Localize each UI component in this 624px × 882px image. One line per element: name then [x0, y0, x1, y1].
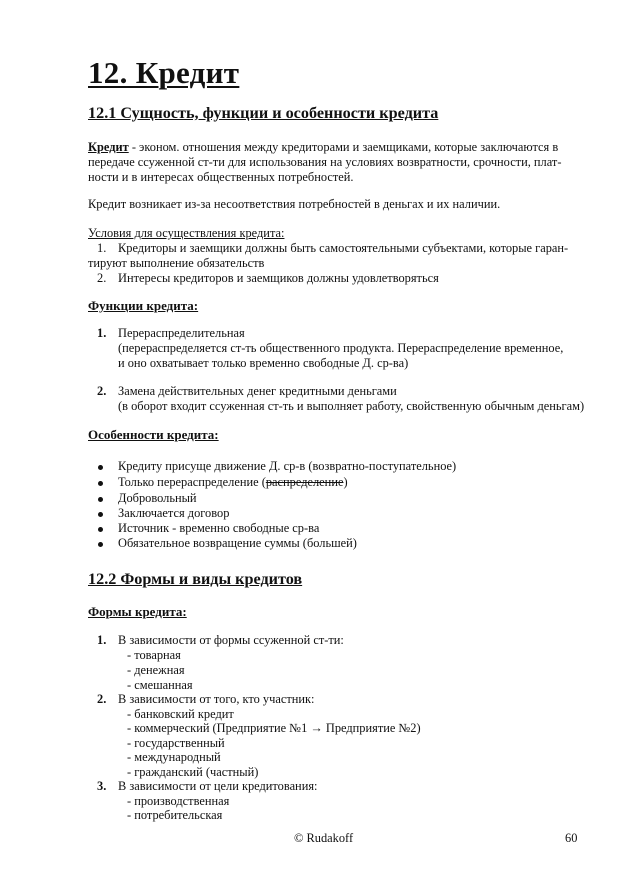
chapter-title: 12. Кредит: [88, 55, 240, 90]
function-detail-2-line-1: (в оборот входит ссуженная ст-ть и выполняет работу, свойственную обычным деньгам): [118, 399, 585, 413]
condition-marker-1: 1.: [97, 241, 107, 255]
bullet-icon: [98, 512, 103, 517]
form-marker-2: 2.: [97, 692, 107, 706]
page-number: 60: [565, 831, 578, 845]
condition-item-2: Интересы кредиторов и заемщиков должны удовлетворяться: [118, 271, 439, 285]
forms-label: Формы кредита:: [88, 604, 187, 619]
form-sub-3-2: - потребительская: [127, 808, 223, 822]
form-sub-2-1: - банковский кредит: [127, 707, 234, 721]
form-sub-2-2: - коммерческий (Предприятие №1 → Предприятие №2): [127, 721, 421, 735]
credit-origin-text: Кредит возникает из-за несоответствия потребностей в деньгах и их наличии.: [88, 197, 501, 211]
function-detail-1-line-1: (перераспределяется ст-ть общественного продукта. Перераспределение временное,: [118, 341, 564, 355]
function-detail-1-line-2: и оно охватывает только временно свободные Д. ср-ва): [118, 356, 409, 370]
function-name-1: Перераспределительная: [118, 326, 245, 340]
feature-item-2-text: Только перераспределение (: [118, 475, 266, 489]
features-label: Особенности кредита:: [88, 427, 219, 442]
bullet-icon: [98, 481, 103, 486]
function-name-2: Замена действительных денег кредитными деньгами: [118, 384, 397, 398]
definition-line-3: ности и в интересах общественных потребностей.: [88, 170, 354, 184]
feature-item-4: Заключается договор: [118, 506, 230, 520]
feature-item-6: Обязательное возвращение суммы (большей): [118, 536, 357, 550]
form-name-3: В зависимости от цели кредитования:: [118, 779, 318, 793]
bullet-icon: [98, 542, 103, 547]
feature-item-3: Добровольный: [118, 491, 197, 505]
footer-copyright: © Rudakoff: [294, 831, 354, 845]
form-name-2: В зависимости от того, кто участник:: [118, 692, 315, 706]
feature-item-1: Кредиту присуще движение Д. ср-в (возвратно-поступательное): [118, 459, 457, 473]
form-name-1: В зависимости от формы ссуженной ст-ти:: [118, 633, 344, 647]
bullet-icon: [98, 497, 103, 502]
definition-text: - эконом. отношения между кредиторами и заемщиками, которые заключаются в: [128, 140, 559, 154]
feature-item-2-struck-text: распределение: [265, 475, 344, 489]
condition-marker-2: 2.: [97, 271, 107, 285]
feature-item-5: Источник - временно свободные ср-ва: [118, 521, 320, 535]
condition-item-1-line-1: Кредиторы и заемщики должны быть самостоятельными субъектами, которые гаран-: [118, 241, 569, 255]
form-sub-3-1: - производственная: [127, 794, 230, 808]
form-marker-1: 1.: [97, 633, 107, 647]
feature-item-2-close: ): [343, 475, 348, 489]
form-sub-1-2: - денежная: [127, 663, 185, 677]
section-heading-1: 12.1 Сущность, функции и особенности кредита: [88, 104, 439, 122]
form-sub-1-1: - товарная: [127, 648, 181, 662]
condition-item-1-line-2: тируют выполнение обязательств: [88, 256, 265, 270]
bullet-icon: [98, 527, 103, 532]
section-heading-2: 12.2 Формы и виды кредитов: [88, 570, 303, 588]
functions-label: Функции кредита:: [88, 298, 199, 313]
function-marker-2: 2.: [97, 384, 107, 398]
form-sub-2-4: - международный: [127, 750, 221, 764]
definition-line-2: передаче ссуженной ст-ти для использования на условиях возвратности, срочности, плат-: [88, 155, 562, 169]
definition-line-1: [88, 140, 558, 155]
feature-item-2: [118, 475, 348, 490]
definition-term: Кредит: [88, 140, 129, 154]
form-sub-2-3: - государственный: [127, 736, 225, 750]
form-sub-2-5: - гражданский (частный): [127, 765, 259, 779]
conditions-label: Условия для осуществления кредита:: [88, 226, 285, 240]
bullet-icon: [98, 465, 103, 470]
form-sub-1-3: - смешанная: [127, 678, 193, 692]
form-marker-3: 3.: [97, 779, 107, 793]
function-marker-1: 1.: [97, 326, 107, 340]
